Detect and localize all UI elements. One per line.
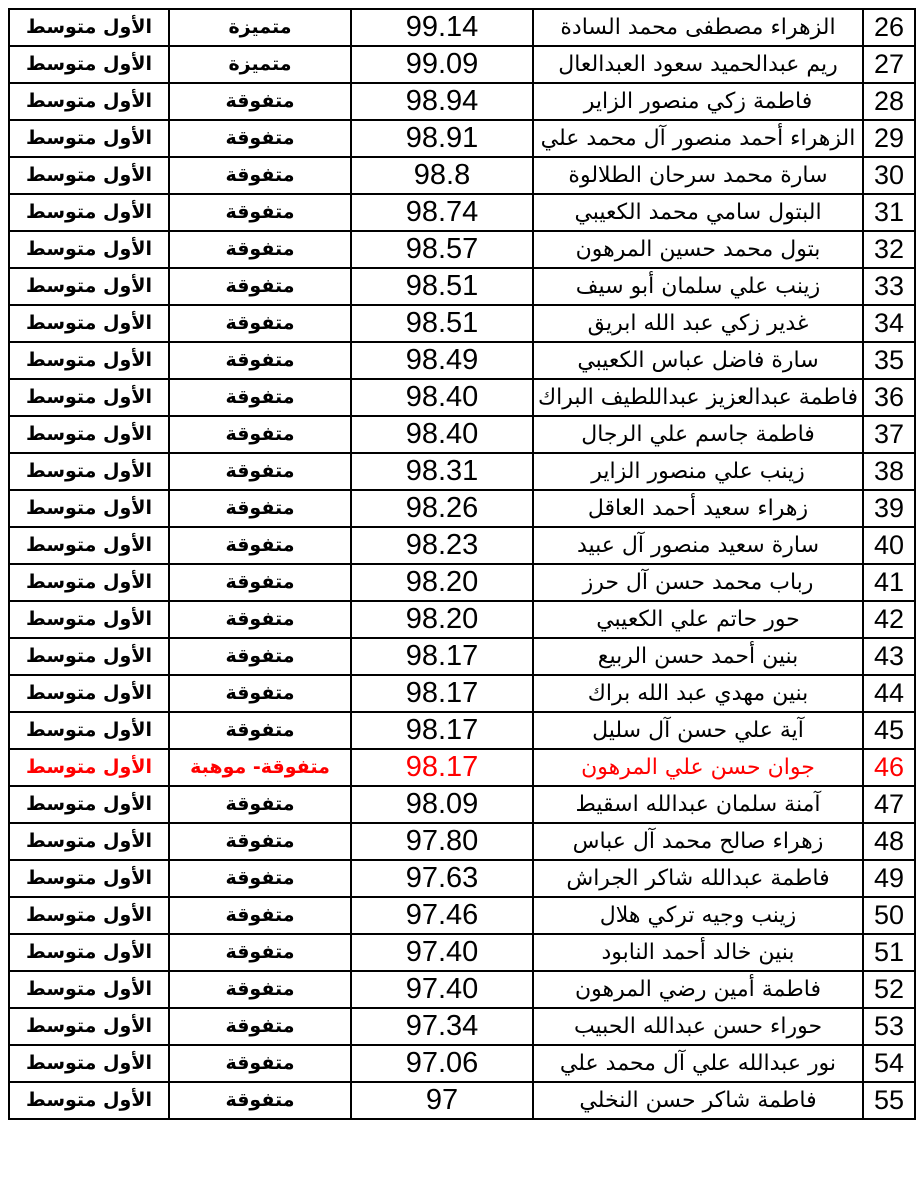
status-cell: متفوقة [169, 83, 351, 120]
score-cell: 98.17 [351, 712, 533, 749]
row-number-cell: 36 [863, 379, 915, 416]
grade-level-cell: الأول متوسط [9, 416, 169, 453]
score-cell: 98.17 [351, 749, 533, 786]
score-cell: 97.06 [351, 1045, 533, 1082]
score-cell: 98.40 [351, 379, 533, 416]
grade-level-cell: الأول متوسط [9, 527, 169, 564]
grade-level-cell: الأول متوسط [9, 490, 169, 527]
table-row [9, 527, 915, 564]
status-cell: متفوقة [169, 564, 351, 601]
table-row [9, 46, 915, 83]
grade-level-cell: الأول متوسط [9, 9, 169, 46]
table-row [9, 231, 915, 268]
grade-level-cell: الأول متوسط [9, 675, 169, 712]
row-number-cell: 49 [863, 860, 915, 897]
grade-level-cell: الأول متوسط [9, 749, 169, 786]
row-number-cell: 26 [863, 9, 915, 46]
table-row [9, 638, 915, 675]
student-name-cell: الزهراء أحمد منصور آل محمد علي [533, 120, 863, 157]
grade-level-cell: الأول متوسط [9, 897, 169, 934]
grades-table-body [9, 9, 915, 1119]
table-row [9, 823, 915, 860]
status-cell: متفوقة [169, 897, 351, 934]
table-row [9, 934, 915, 971]
status-cell: متفوقة [169, 1008, 351, 1045]
grade-level-cell: الأول متوسط [9, 379, 169, 416]
score-cell: 99.14 [351, 9, 533, 46]
student-name-cell: آية علي حسن آل سليل [533, 712, 863, 749]
status-cell: متفوقة [169, 1045, 351, 1082]
status-cell: متفوقة [169, 379, 351, 416]
student-name-cell: زينب علي سلمان أبو سيف [533, 268, 863, 305]
row-number-cell: 48 [863, 823, 915, 860]
grade-level-cell: الأول متوسط [9, 305, 169, 342]
row-number-cell: 38 [863, 453, 915, 490]
score-cell: 97.40 [351, 971, 533, 1008]
score-cell: 98.94 [351, 83, 533, 120]
score-cell: 98.20 [351, 601, 533, 638]
grade-level-cell: الأول متوسط [9, 231, 169, 268]
status-cell: متفوقة [169, 157, 351, 194]
score-cell: 98.31 [351, 453, 533, 490]
status-cell: متميزة [169, 9, 351, 46]
score-cell: 98.49 [351, 342, 533, 379]
student-name-cell: سارة محمد سرحان الطلالوة [533, 157, 863, 194]
status-cell: متفوقة [169, 120, 351, 157]
table-row [9, 601, 915, 638]
score-cell: 98.17 [351, 638, 533, 675]
table-row [9, 453, 915, 490]
row-number-cell: 54 [863, 1045, 915, 1082]
student-name-cell: فاطمة زكي منصور الزاير [533, 83, 863, 120]
student-name-cell: زينب علي منصور الزاير [533, 453, 863, 490]
grade-level-cell: الأول متوسط [9, 342, 169, 379]
table-row [9, 564, 915, 601]
student-name-cell: ريم عبدالحميد سعود العبدالعال [533, 46, 863, 83]
student-name-cell: الزهراء مصطفى محمد السادة [533, 9, 863, 46]
student-name-cell: زهراء صالح محمد آل عباس [533, 823, 863, 860]
student-name-cell: بنين أحمد حسن الربيع [533, 638, 863, 675]
status-cell: متفوقة [169, 638, 351, 675]
score-cell: 98.26 [351, 490, 533, 527]
status-cell: متفوقة [169, 305, 351, 342]
score-cell: 99.09 [351, 46, 533, 83]
score-cell: 98.57 [351, 231, 533, 268]
row-number-cell: 46 [863, 749, 915, 786]
row-number-cell: 53 [863, 1008, 915, 1045]
student-name-cell: سارة سعيد منصور آل عبيد [533, 527, 863, 564]
grade-level-cell: الأول متوسط [9, 860, 169, 897]
row-number-cell: 28 [863, 83, 915, 120]
row-number-cell: 40 [863, 527, 915, 564]
table-row [9, 675, 915, 712]
student-name-cell: رباب محمد حسن آل حرز [533, 564, 863, 601]
score-cell: 98.51 [351, 305, 533, 342]
status-cell: متفوقة [169, 712, 351, 749]
grade-level-cell: الأول متوسط [9, 453, 169, 490]
student-name-cell: فاطمة جاسم علي الرجال [533, 416, 863, 453]
student-name-cell: نور عبدالله علي آل محمد علي [533, 1045, 863, 1082]
score-cell: 97.34 [351, 1008, 533, 1045]
status-cell: متميزة [169, 46, 351, 83]
grade-level-cell: الأول متوسط [9, 1045, 169, 1082]
table-row [9, 749, 915, 786]
row-number-cell: 41 [863, 564, 915, 601]
score-cell: 97 [351, 1082, 533, 1119]
row-number-cell: 43 [863, 638, 915, 675]
grade-level-cell: الأول متوسط [9, 934, 169, 971]
table-row [9, 9, 915, 46]
grade-level-cell: الأول متوسط [9, 1082, 169, 1119]
student-name-cell: حور حاتم علي الكعيبي [533, 601, 863, 638]
score-cell: 98.20 [351, 564, 533, 601]
grade-level-cell: الأول متوسط [9, 83, 169, 120]
row-number-cell: 44 [863, 675, 915, 712]
score-cell: 98.8 [351, 157, 533, 194]
score-cell: 98.74 [351, 194, 533, 231]
score-cell: 97.46 [351, 897, 533, 934]
status-cell: متفوقة [169, 971, 351, 1008]
row-number-cell: 34 [863, 305, 915, 342]
row-number-cell: 42 [863, 601, 915, 638]
row-number-cell: 45 [863, 712, 915, 749]
status-cell: متفوقة- موهبة [169, 749, 351, 786]
grade-level-cell: الأول متوسط [9, 786, 169, 823]
student-name-cell: آمنة سلمان عبدالله اسقيط [533, 786, 863, 823]
table-row [9, 379, 915, 416]
table-row [9, 83, 915, 120]
student-name-cell: فاطمة عبدالله شاكر الجراش [533, 860, 863, 897]
row-number-cell: 33 [863, 268, 915, 305]
student-name-cell: بتول محمد حسين المرهون [533, 231, 863, 268]
table-row [9, 786, 915, 823]
row-number-cell: 27 [863, 46, 915, 83]
status-cell: متفوقة [169, 934, 351, 971]
student-name-cell: جوان حسن علي المرهون [533, 749, 863, 786]
table-row [9, 490, 915, 527]
row-number-cell: 51 [863, 934, 915, 971]
row-number-cell: 30 [863, 157, 915, 194]
row-number-cell: 32 [863, 231, 915, 268]
grade-level-cell: الأول متوسط [9, 823, 169, 860]
table-row [9, 1045, 915, 1082]
grade-level-cell: الأول متوسط [9, 1008, 169, 1045]
row-number-cell: 47 [863, 786, 915, 823]
status-cell: متفوقة [169, 342, 351, 379]
status-cell: متفوقة [169, 823, 351, 860]
row-number-cell: 50 [863, 897, 915, 934]
row-number-cell: 37 [863, 416, 915, 453]
score-cell: 97.63 [351, 860, 533, 897]
student-name-cell: حوراء حسن عبدالله الحبيب [533, 1008, 863, 1045]
student-name-cell: فاطمة أمين رضي المرهون [533, 971, 863, 1008]
grade-level-cell: الأول متوسط [9, 712, 169, 749]
table-row [9, 157, 915, 194]
table-row [9, 1008, 915, 1045]
grade-level-cell: الأول متوسط [9, 157, 169, 194]
student-name-cell: البتول سامي محمد الكعيبي [533, 194, 863, 231]
status-cell: متفوقة [169, 1082, 351, 1119]
table-row [9, 194, 915, 231]
table-row [9, 305, 915, 342]
status-cell: متفوقة [169, 490, 351, 527]
row-number-cell: 39 [863, 490, 915, 527]
status-cell: متفوقة [169, 527, 351, 564]
status-cell: متفوقة [169, 601, 351, 638]
table-row [9, 860, 915, 897]
table-row [9, 1082, 915, 1119]
score-cell: 98.17 [351, 675, 533, 712]
score-cell: 98.09 [351, 786, 533, 823]
score-cell: 98.51 [351, 268, 533, 305]
grade-level-cell: الأول متوسط [9, 638, 169, 675]
score-cell: 97.80 [351, 823, 533, 860]
score-cell: 97.40 [351, 934, 533, 971]
score-cell: 98.91 [351, 120, 533, 157]
grade-level-cell: الأول متوسط [9, 46, 169, 83]
table-row [9, 268, 915, 305]
row-number-cell: 35 [863, 342, 915, 379]
grade-level-cell: الأول متوسط [9, 564, 169, 601]
status-cell: متفوقة [169, 675, 351, 712]
status-cell: متفوقة [169, 194, 351, 231]
student-name-cell: سارة فاضل عباس الكعيبي [533, 342, 863, 379]
score-cell: 98.40 [351, 416, 533, 453]
student-name-cell: بنين مهدي عبد الله براك [533, 675, 863, 712]
students-grades-table [8, 8, 916, 1120]
status-cell: متفوقة [169, 860, 351, 897]
table-row [9, 416, 915, 453]
student-name-cell: زينب وجيه تركي هلال [533, 897, 863, 934]
student-name-cell: غدير زكي عبد الله ابريق [533, 305, 863, 342]
status-cell: متفوقة [169, 416, 351, 453]
score-cell: 98.23 [351, 527, 533, 564]
status-cell: متفوقة [169, 453, 351, 490]
table-row [9, 971, 915, 1008]
grade-level-cell: الأول متوسط [9, 194, 169, 231]
student-name-cell: بنين خالد أحمد النابود [533, 934, 863, 971]
row-number-cell: 52 [863, 971, 915, 1008]
grade-level-cell: الأول متوسط [9, 601, 169, 638]
table-row [9, 712, 915, 749]
row-number-cell: 29 [863, 120, 915, 157]
student-name-cell: فاطمة عبدالعزيز عبداللطيف البراك [533, 379, 863, 416]
table-row [9, 342, 915, 379]
row-number-cell: 55 [863, 1082, 915, 1119]
row-number-cell: 31 [863, 194, 915, 231]
status-cell: متفوقة [169, 268, 351, 305]
table-row [9, 897, 915, 934]
student-name-cell: فاطمة شاكر حسن النخلي [533, 1082, 863, 1119]
table-row [9, 120, 915, 157]
grade-level-cell: الأول متوسط [9, 971, 169, 1008]
status-cell: متفوقة [169, 231, 351, 268]
status-cell: متفوقة [169, 786, 351, 823]
grade-level-cell: الأول متوسط [9, 120, 169, 157]
student-name-cell: زهراء سعيد أحمد العاقل [533, 490, 863, 527]
grade-level-cell: الأول متوسط [9, 268, 169, 305]
